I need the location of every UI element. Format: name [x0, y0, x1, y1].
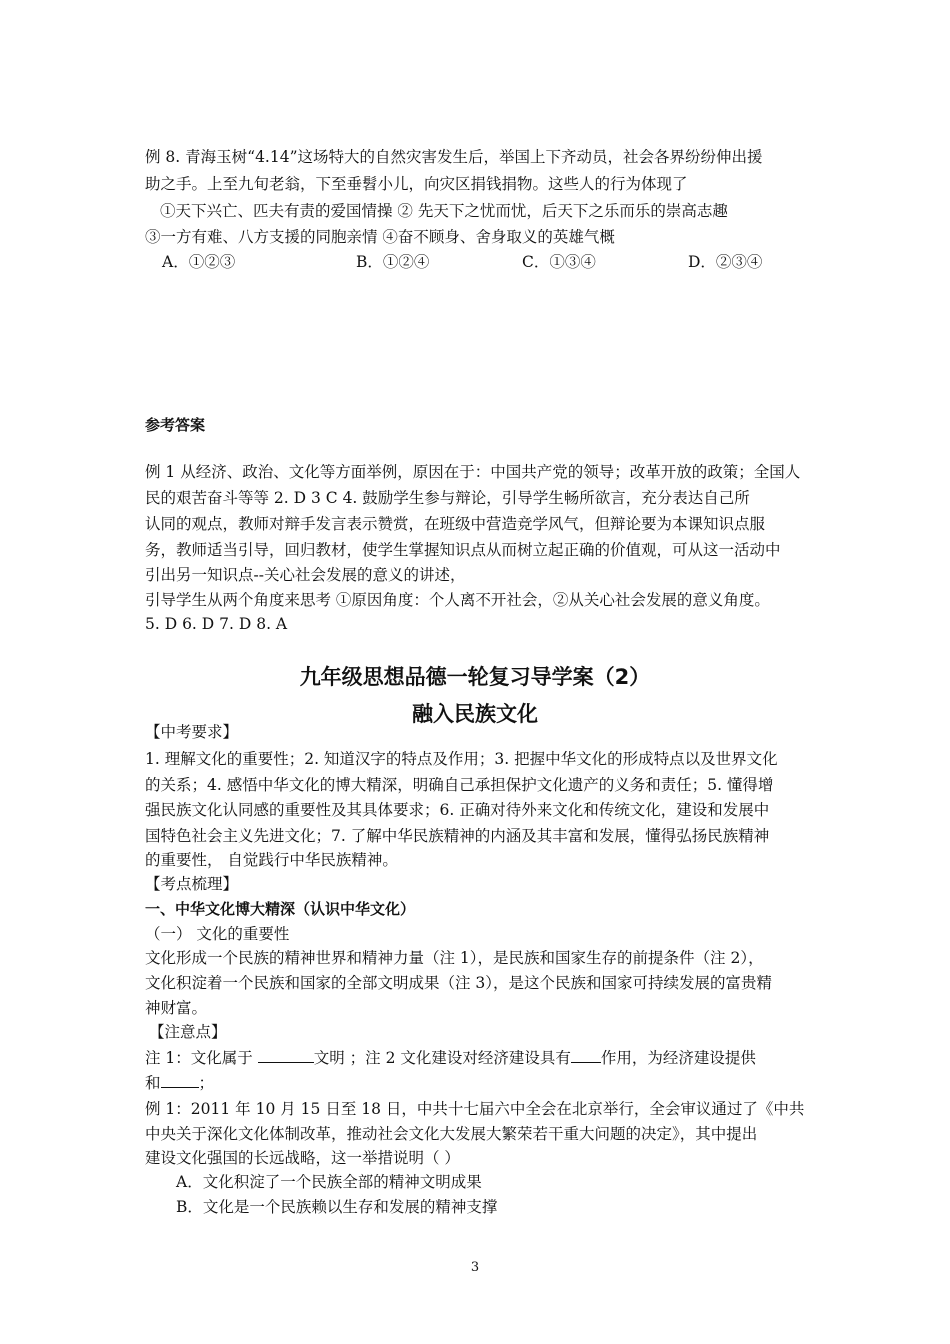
review-heading: 【考点梳理】 — [145, 875, 239, 893]
page-title: 九年级思想品德一轮复习导学案（2） — [299, 665, 651, 689]
requirements-heading: 【中考要求】 — [145, 723, 239, 741]
answers-line: 例 1 从经济、政治、文化等方面举例，原因在于：中国共产党的领导；改革开放的政策；全国人 — [145, 463, 801, 481]
note-text: 注 1：文化属于 — [145, 1049, 258, 1067]
note-line2 — [145, 1073, 214, 1093]
answers-line: 引出另一知识点--关心社会发展的意义的讲述， — [145, 566, 466, 584]
fill-blank[interactable] — [571, 1048, 601, 1063]
example8-options — [162, 252, 762, 272]
answers-heading: 参考答案 — [145, 416, 206, 434]
example1-line: 建设文化强国的长远战略，这一举措说明（ ） — [145, 1149, 460, 1167]
culture-paragraph-line: 文化积淀着一个民族和国家的全部文明成果（注 3），是这个民族和国家可持续发展的富贵精 — [145, 974, 773, 992]
example8-choice-line1: ①天下兴亡、匹夫有责的爱国情操 ② 先天下之忧而忧，后天下之乐而乐的崇高志趣 — [160, 202, 728, 220]
answers-line: 引导学生从两个角度来思考 ①原因角度：个人离不开社会，②从关心社会发展的意义角度。 — [145, 591, 770, 609]
culture-paragraph-line: 神财富。 — [145, 999, 208, 1017]
example8-line2: 助之手。上至九旬老翁，下至垂髫小儿，向灾区捐钱捐物。这些人的行为体现了 — [145, 175, 688, 193]
notes-heading: 【注意点】 — [149, 1023, 227, 1041]
culture-paragraph-line: 文化形成一个民族的精神世界和精神力量（注 1），是民族和国家生存的前提条件（注 2）， — [145, 949, 764, 967]
example1-option-b: B．文化是一个民族赖以生存和发展的精神支撑 — [176, 1198, 498, 1216]
note-line1 — [145, 1048, 756, 1068]
option-a: A．①②③ — [162, 253, 236, 271]
fill-blank[interactable] — [258, 1048, 314, 1063]
requirements-line: 强民族文化认同感的重要性及其具体要求；6. 正确对待外来文化和传统文化，建设和发展中 — [145, 801, 770, 819]
note-text: ； — [198, 1074, 215, 1092]
page-subtitle: 融入民族文化 — [412, 702, 538, 726]
answers-line: 5. D 6. D 7. D 8. A — [145, 615, 288, 633]
section1-heading: 一、中华文化博大精深（认识中华文化） — [145, 900, 416, 918]
option-d: D．②③④ — [688, 253, 763, 271]
example1-option-a: A．文化积淀了一个民族全部的精神文明成果 — [176, 1173, 482, 1191]
requirements-line: 国特色社会主义先进文化；7. 了解中华民族精神的内涵及其丰富和发展，懂得弘扬民族精神 — [145, 827, 770, 845]
note-text: 作用，为经济建设提供 — [600, 1049, 756, 1067]
requirements-line: 1. 理解文化的重要性；2. 知道汉字的特点及作用；3. 把握中华文化的形成特点以及世界文化 — [145, 750, 778, 768]
requirements-line: 的重要性， 自觉践行中华民族精神。 — [145, 851, 398, 869]
page-number: 3 — [470, 1260, 480, 1275]
example1-line: 中央关于深化文化体制改革，推动社会文化大发展大繁荣若干重大问题的决定》，其中提出 — [145, 1125, 758, 1143]
fill-blank[interactable] — [161, 1073, 199, 1088]
requirements-line: 的关系；4. 感悟中华文化的博大精深，明确自己承担保护文化遗产的义务和责任；5. 懂得增 — [145, 776, 774, 794]
answers-line: 认同的观点，教师对辩手发言表示赞赏，在班级中营造竞学风气，但辩论要为本课知识点服 — [145, 515, 766, 533]
answers-line: 务，教师适当引导，回归教材，使学生掌握知识点从而树立起正确的价值观，可从这一活动中 — [145, 541, 781, 559]
example1-line: 例 1：2011 年 10 月 15 日至 18 日，中共十七届六中全会在北京举行，全会审议通过了《中共 — [145, 1100, 805, 1118]
option-c: C．①③④ — [522, 253, 596, 271]
example8-line1: 例 8. 青海玉树“4.14”这场特大的自然灾害发生后，举国上下齐动员，社会各界纷纷伸出援 — [145, 148, 763, 166]
subsection1-heading: （一） 文化的重要性 — [145, 925, 290, 943]
option-b: B．①②④ — [356, 253, 430, 271]
note-text: 文明 ；注 2 文化建设对经济建设具有 — [313, 1049, 571, 1067]
answers-line: 民的艰苦奋斗等等 2. D 3 C 4. 鼓励学生参与辩论，引导学生畅所欲言，充分表达自己所 — [145, 489, 750, 507]
note-text: 和 — [145, 1074, 161, 1092]
example8-choice-line2: ③一方有难、八方支援的同胞亲情 ④奋不顾身、舍身取义的英雄气概 — [145, 228, 615, 246]
